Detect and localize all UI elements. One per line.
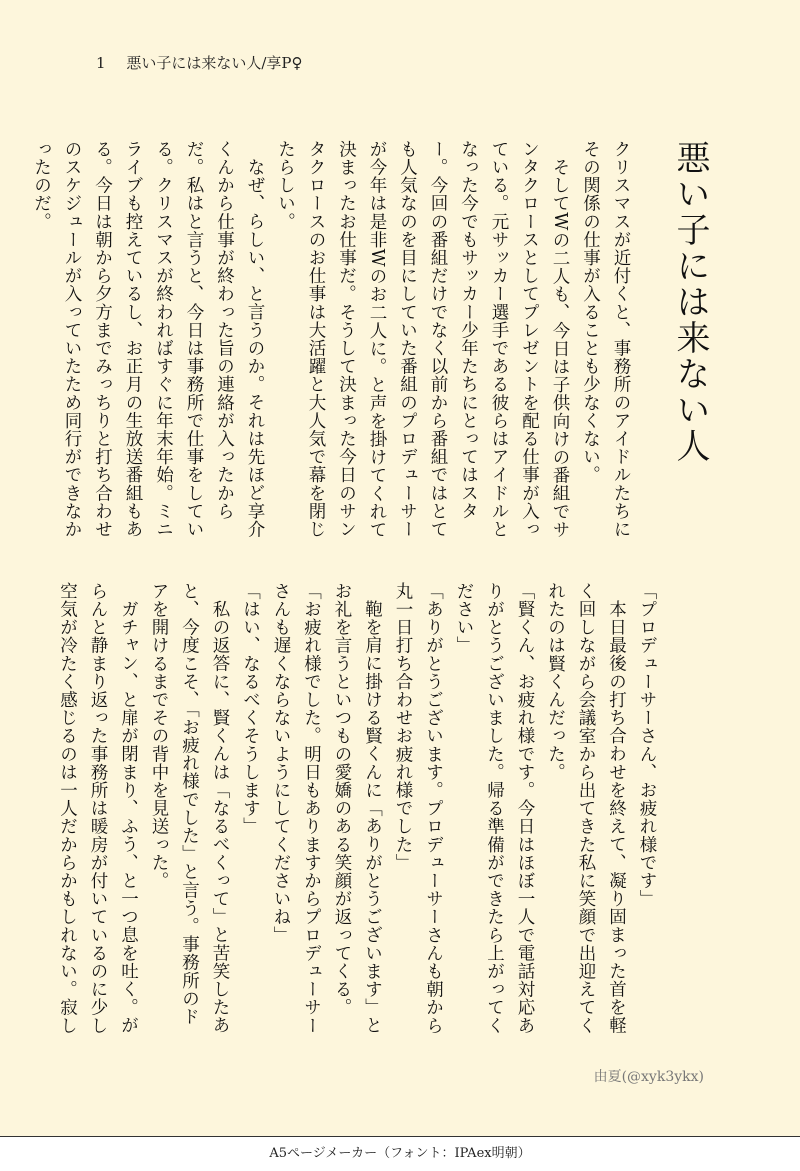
story-title: 悪い子には来ない人 [670, 140, 710, 464]
paragraph: 「プロデューサーさん、お疲れ様です」 [637, 582, 657, 908]
paragraph: ガチャン、と扉が閉まり、ふう、と一つ息を吐く。がらんと静まり返った事務所は暖房が付いているのに少し空気が冷たく感じるのは一人だからかもしれない。寂し [57, 582, 139, 1035]
paragraph: クリスマスが近付くと、事務所のアイドルたちにその関係の仕事が入ることも少なくない。 [580, 140, 631, 539]
paragraph: 「賢くん、お疲れ様です。今日はほぼ一人で電話対応ありがとうございました。帰る準備ができたら上がってください」 [454, 582, 535, 1035]
paragraph: 「ありがとうございます。プロデューサーさんも朝から丸一日打ち合わせお疲れ様でした」 [393, 582, 444, 1035]
paragraph: 「はい、なるべくそうします」 [240, 582, 261, 836]
paragraph: 「お疲れ様でした。明日もありますからプロデューサーさんも遅くならないようにしてくださいね」 [271, 582, 322, 1035]
page-number: 1 [96, 54, 106, 72]
text-block-bottom [57, 582, 662, 1042]
paragraph: 本日最後の打ち合わせを終えて、凝り固まった首を軽く回しながら会議室から出てきた私に笑顔で出迎えてくれたのは賢くんだった。 [545, 582, 627, 1035]
running-header [96, 52, 302, 73]
running-title: 悪い子には来ない人/享P♀ [126, 54, 303, 72]
text-block-top [31, 140, 636, 550]
page-footer: A5ページメーカー（フォント：IPAex明朝） [269, 1146, 531, 1161]
paragraph: そしてWの二人も、今日は子供向けの番組でサンタクロースとしてプレゼントを配る仕事が入っている。元サッカー選手である彼らはアイドルとなった今でもサッカー少年たちにとってはスター。今回の番組だけでなく以前から番組ではとても人気なのを目にしていた番組のプロデューサーが今年は是非Wのお二人に。と声を掛けてくれて決まったお仕事だ。そうして決まった今日のサンタクロースのお仕事は大活躍と大人気で幕を閉じたらしい。 [275, 140, 570, 539]
paragraph: 私の返答に、賢くんは「なるべくって」と苦笑したあと、今度こそ、「お疲れ様でした」と言う。事務所のドアを開けるまでその背中を見送った。 [149, 582, 230, 1034]
paragraph: 鞄を肩に掛ける賢くんに「ありがとうございます」とお礼を言うといつもの愛嬌のある笑顔が返ってくる。 [332, 582, 383, 1034]
author-credit: 由夏(@xyk3ykx) [593, 1069, 704, 1085]
paragraph: なぜ、らしい、と言うのか。それは先ほど享介くんから仕事が終わった旨の連絡が入ったからだ。私はと言うと、今日は事務所で仕事をしている。クリスマスが終わればすぐに年末年始。ミニライブも控えているし、お正月の生放送番組もある。今日は朝から夕方までみっちりと打ち合わせのスケジュールが入っていたため同行ができなかったのだ。 [31, 140, 265, 539]
